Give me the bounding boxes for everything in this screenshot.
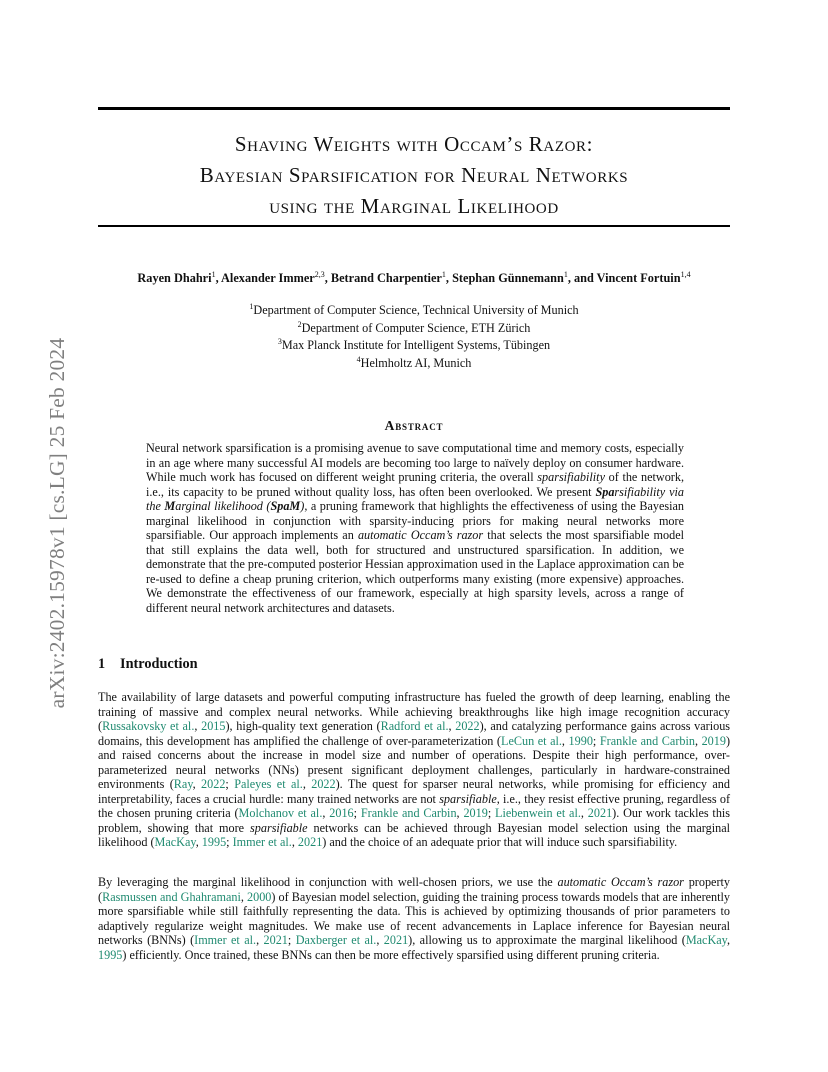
author-affiliation-mark: 1,4 <box>680 270 691 279</box>
citation-link[interactable]: LeCun et al. <box>501 733 562 748</box>
author-name: Rayen Dhahri <box>137 271 212 286</box>
author-name: Betrand Charpentier <box>330 271 442 286</box>
text-run: ; <box>287 933 296 948</box>
text-run: ) of Bayesian model selection, guiding the training process towards models that are inherently more sparsifiable while still faithfully representing the data. This is achieved by optimizing thousands of prior parameters to adaptively regularize weight magnitudes. We make use of recent advancements in Laplace inference for Bayesian neural networks (BNNs) ( <box>98 889 730 948</box>
text-run: that selects the most sparsifiable model that still explains the data well, both for structured and unstructured sparsification. In addition, we demonstrate that the pre-computed posterior Hessian approximation used in the Laplace approximation can be re-used to define a cheap pruning criterion, which outperforms many existing (more expensive) approaches. We demonstrate the effectiveness of our framework, especially at high sparsity levels, across a range of different neural network architectures and datasets. <box>146 528 684 616</box>
text-run: , <box>376 933 384 948</box>
section-number: 1 <box>98 656 106 672</box>
text-run: , i.e., they resist effective pruning, regardless of the chosen pruning criteria ( <box>98 791 730 821</box>
text-run: networks can be achieved through Bayesian model selection using the marginal likelihood ( <box>98 820 730 850</box>
affiliation-line <box>98 353 730 371</box>
emphasis: automatic Occam’s razor <box>357 528 484 543</box>
author-name: Alexander Immer <box>221 271 315 286</box>
citation-link[interactable]: Ray <box>173 777 193 792</box>
text-run: , <box>240 889 248 904</box>
author-list <box>98 270 730 286</box>
text-run: , <box>291 835 298 850</box>
emphasis: arginal likelihood ( <box>175 499 271 514</box>
affiliation-text: Department of Computer Science, ETH Zürich <box>301 320 531 335</box>
text-run: ) and raised concerns about the increase in model size and number of operations. Despite their high performance, over-parameterized neural networks (NNs) present significant deployment challenges, particularly in hardware-constrained environments ( <box>98 733 731 792</box>
citation-link[interactable]: 2015 <box>201 719 226 734</box>
title-line-1: Shaving Weights with Occam’s Razor: <box>234 132 594 156</box>
citation-link[interactable]: 2019 <box>701 733 726 748</box>
affiliation-text: Max Planck Institute for Intelligent Systems, Tübingen <box>281 338 551 353</box>
citation-link[interactable]: MacKay <box>685 933 727 948</box>
affiliation-number: 2 <box>297 319 302 329</box>
abstract-body <box>146 441 684 616</box>
text-run: ), high-quality text generation ( <box>225 719 381 734</box>
author-name: Vincent Fortuin <box>596 271 681 286</box>
intro-paragraph-2 <box>98 875 730 962</box>
citation-link[interactable]: Immer et al. <box>232 835 292 850</box>
arxiv-stamp <box>21 288 69 758</box>
affiliation-number: 4 <box>356 354 361 364</box>
affiliation-line <box>98 300 730 318</box>
citation-link[interactable]: 1990 <box>568 733 593 748</box>
citation-link[interactable]: 2021 <box>297 835 323 850</box>
paper-title <box>98 129 730 222</box>
citation-link[interactable]: Frankle and Carbin <box>360 806 457 821</box>
bold-italic-emphasis: M <box>164 499 176 514</box>
emphasis: sparsifiable <box>439 791 497 806</box>
affiliation-text: Department of Computer Science, Technical University of Munich <box>253 303 579 318</box>
citation-link[interactable]: Radford et al. <box>380 719 449 734</box>
text-run: , <box>726 933 731 948</box>
text-run: of the network, i.e., its capacity to be pruned without quality loss, has often been overlooked. We present <box>146 470 684 499</box>
text-run: , <box>302 777 312 792</box>
text-run: , a pruning framework that highlights the effectiveness of using the Bayesian marginal likelihood in conjunction with sparsity-inducing priors for making neural networks more sparsifiable. Our approach implements an <box>146 499 684 543</box>
text-run: ), allowing us to approximate the marginal likelihood ( <box>408 933 686 948</box>
author-separator: , <box>215 271 222 286</box>
citation-link[interactable]: Rasmussen and Ghahramani <box>102 889 241 904</box>
author-separator: , <box>445 271 453 286</box>
author-affiliation-mark: 1 <box>211 270 216 279</box>
affiliation-number: 3 <box>277 337 282 347</box>
emphasis: sparsifiability <box>537 470 605 485</box>
text-run: property ( <box>98 875 730 904</box>
text-run: ). Our work tackles this problem, showing that more <box>98 806 731 835</box>
text-run: , <box>192 777 202 792</box>
emphasis: automatic Occam’s razor <box>557 875 684 889</box>
citation-link[interactable]: Daxberger et al. <box>295 933 377 948</box>
author-separator: , <box>324 271 331 286</box>
text-run: , <box>580 806 588 821</box>
abstract-heading: Abstract <box>384 418 444 433</box>
text-run: , <box>194 719 202 734</box>
text-run: ; <box>226 835 233 850</box>
text-run: , <box>694 733 702 748</box>
author-affiliation-mark: 1 <box>441 270 446 279</box>
citation-link[interactable]: 2016 <box>329 806 354 821</box>
citation-link[interactable]: Molchanov et al. <box>238 806 323 821</box>
text-run: The availability of large datasets and powerful computing infrastructure has fueled the growth of deep learning, enabling the training of massive and complex neural networks. While achieving breakthroughs like high image recognition accuracy ( <box>98 690 730 734</box>
citation-link[interactable]: MacKay <box>154 835 196 850</box>
citation-link[interactable]: 2022 <box>311 777 336 792</box>
arxiv-stamp-text: arXiv:2402.15978v1 [cs.LG] 25 Feb 2024 <box>45 337 69 709</box>
text-run: , <box>195 835 202 850</box>
text-run: ; <box>225 777 235 792</box>
author-separator: , and <box>567 271 597 286</box>
citation-link[interactable]: Russakovsky et al. <box>102 719 195 734</box>
section-title: Introduction <box>120 656 198 672</box>
citation-link[interactable]: 2022 <box>201 777 226 792</box>
title-top-rule <box>98 107 730 110</box>
author-affiliation-mark: 1 <box>563 270 568 279</box>
text-run: ; <box>353 806 361 821</box>
bold-italic-emphasis: Spa <box>595 484 615 499</box>
citation-link[interactable]: Paleyes et al. <box>234 777 303 792</box>
citation-link[interactable]: 1995 <box>98 947 123 962</box>
text-run: , <box>322 806 330 821</box>
citation-link[interactable]: 2000 <box>247 889 272 904</box>
citation-link[interactable]: 2019 <box>463 806 488 821</box>
citation-link[interactable]: 1995 <box>201 835 227 850</box>
emphasis: rsifiability via the <box>146 484 684 514</box>
text-run: By leveraging the marginal likelihood in conjunction with well-chosen priors, we use the <box>98 875 558 889</box>
citation-link[interactable]: Frankle and Carbin <box>599 733 695 748</box>
bold-italic-emphasis: SpaM <box>270 499 301 514</box>
intro-paragraph-1 <box>98 690 730 850</box>
title-bottom-rule <box>98 225 730 227</box>
text-run: ; <box>592 733 600 748</box>
affiliation-text: Helmholtz AI, Munich <box>360 356 472 371</box>
text-run: Neural network sparsification is a promising avenue to save computational time and memory costs, especially in an age where many successful AI models are becoming too large to naïvely deploy on consumer hardware. While much work has focused on different weight pruning criteria, the overall <box>146 441 684 485</box>
author-name: Stephan Günnemann <box>452 271 564 286</box>
text-run: ), and catalyzing performance gains across various domains, this development has amplified the challenge of over-parameterization ( <box>98 719 731 748</box>
affiliation-line <box>98 318 730 336</box>
text-run: , <box>448 719 456 734</box>
text-run: ). The quest for sparser neural networks, while promising for efficiency and interpretability, faces a crucial hurdle: many trained networks are not <box>98 777 730 806</box>
text-run: , <box>561 733 569 748</box>
text-run: , <box>256 933 264 948</box>
title-line-3: using the Marginal Likelihood <box>269 194 559 218</box>
citation-link[interactable]: 2021 <box>383 933 409 948</box>
citation-link[interactable]: Liebenwein et al. <box>495 806 581 821</box>
affiliation-line <box>98 335 730 353</box>
text-run: ) efficiently. Once trained, these BNNs can then be more effectively sparsified using different pruning criteria. <box>122 947 660 962</box>
citation-link[interactable]: 2022 <box>455 719 480 734</box>
affiliation-number: 1 <box>249 302 254 311</box>
text-run: ; <box>487 806 496 821</box>
section-heading <box>98 656 198 673</box>
affiliation-list <box>98 300 730 371</box>
citation-link[interactable]: 2021 <box>263 933 288 948</box>
text-run: , <box>456 806 464 821</box>
emphasis: sparsifiable <box>250 820 308 835</box>
emphasis: ) <box>300 499 305 514</box>
text-run: ) and the choice of an adequate prior that will induce such sparsifiability. <box>322 835 678 850</box>
title-line-2: Bayesian Sparsification for Neural Networks <box>199 163 629 187</box>
citation-link[interactable]: 2021 <box>587 806 613 821</box>
citation-link[interactable]: Immer et al. <box>194 933 257 948</box>
author-affiliation-mark: 2,3 <box>314 270 325 279</box>
